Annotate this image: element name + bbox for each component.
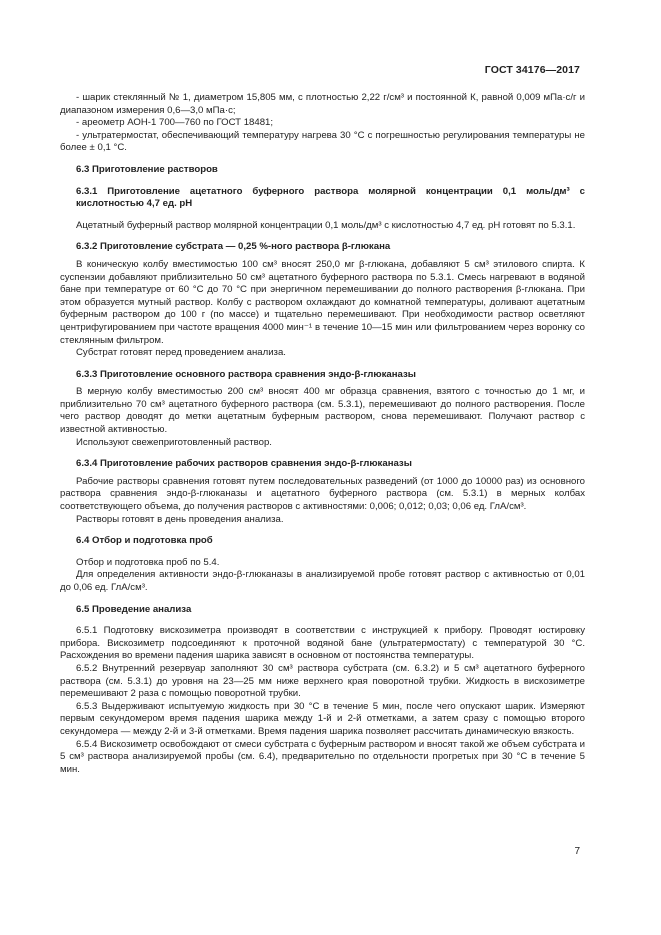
list-item: - ареометр АОН-1 700—760 по ГОСТ 18481; xyxy=(76,117,274,129)
paragraph: В мерную колбу вместимостью 200 см³ вносят 400 мг образца сравнения, взятого с точностью до 1 мг, и приблизительно 70 см³ ацетатного буферного раствора (см. 5.3.1), перемешивают до полного растворения. После чего раствор доводят до метки ацетатным буферным раствором, снова перемешивают. Получают раствор с известной активностью. xyxy=(60,386,585,436)
paragraph: Отбор и подготовка проб по 5.4. xyxy=(76,556,220,568)
section-title-6-4: 6.4 Отбор и подготовка проб xyxy=(76,535,213,547)
paragraph: Для определения активности эндо-β-глюканазы в анализируемой пробе готовят раствор с активностью от 0,01 до 0,06 ед. ГлА/см³. xyxy=(60,569,585,593)
section-title-6-3-4: 6.3.4 Приготовление рабочих растворов сравнения эндо-β-глюканазы xyxy=(76,458,412,470)
paragraph: В коническую колбу вместимостью 100 см³ вносят 250,0 мг β-глюкана, добавляют 5 см³ этилового спирта. К суспензии добавляют приблизительно 50 см³ ацетатного буферного раствора по 5.3.1. Смесь нагревают в водяной бане при температуре от 60 °С до 70 °С при энергичном перемешивании до полного растворения β-глюкана. При этом образуется мутный раствор. Колбу с раствором охлаждают до комнатной температуры, доливают ацетатным буферным раствором до 100 г (по массе) и тщательно перемешивают. При необходимости раствор осветляют центрифугированием при частоте вращения 4000 мин⁻¹ в течение 10—15 мин или фильтрованием через воронку со стеклянным фильтром. xyxy=(60,258,585,346)
section-title-6-3-2: 6.3.2 Приготовление субстрата — 0,25 %-ного раствора β-глюкана xyxy=(76,241,391,253)
section-title-6-5: 6.5 Проведение анализа xyxy=(76,603,192,615)
paragraph: Используют свежеприготовленный раствор. xyxy=(76,436,272,448)
paragraph: Растворы готовят в день проведения анализа. xyxy=(76,513,284,525)
page-number: 7 xyxy=(574,846,580,857)
paragraph: Рабочие растворы сравнения готовят путем последовательных разведений (от 1000 до 10000 раз) из основного раствора сравнения эндо-β-глюканазы и ацетатного буферного раствора (см. 5.3.1) в мерных колбах соответствующего объема, до получения растворов с активностями: 0,006; 0,012; 0,03; 0,06 ед. ГлА/см³. xyxy=(60,475,585,513)
document-code: ГОСТ 34176—2017 xyxy=(484,64,580,76)
paragraph: 6.5.2 Внутренний резервуар заполняют 30 см³ раствора субстрата (см. 6.3.2) и 5 см³ ацетатного буферного раствора (см. 5.3.1) до уровня на 23—25 мм ниже верхнего края поворотной трубки. Жидкость в вискозиметре перемешивают 2 раза с помощью поворотной трубки. xyxy=(60,662,585,700)
list-item: - шарик стеклянный № 1, диаметром 15,805 мм, с плотностью 2,22 г/см³ и постоянной К, равной 0,009 мПа·с/г и диапазоном измерения 0,6—3,0 мПа·с; xyxy=(60,92,585,116)
section-title-6-3-3: 6.3.3 Приготовление основного раствора сравнения эндо-β-глюканазы xyxy=(76,368,416,380)
paragraph: 6.5.3 Выдерживают испытуемую жидкость при 30 °С в течение 5 мин, после чего опускают шарик. Измеряют первым секундомером время падения шарика между 1-й и 2-й отметками, а затем сразу с помощью второго секундомера — между 2-й и 3-й отметками. Время падения шарика позволяет рассчитать динамическую вязкость. xyxy=(60,700,585,737)
paragraph: 6.5.1 Подготовку вискозиметра производят в соответствии с инструкцией к прибору. Проводят юстировку прибора. Вискозиметр подсоединяют к проточной водяной бане (ультратермостату) с температурой 30 °С. Расхождения во времени падения шарика зависят в основном от постоянства температуры. xyxy=(60,625,585,662)
paragraph: 6.5.4 Вискозиметр освобождают от смеси субстрата с буферным раствором и вносят такой же объем субстрата и 5 см³ раствора анализируемой пробы (см. 6.4), предварительно по отдельности прогретых при 30 °С в течение 5 мин. xyxy=(60,738,585,775)
section-title-6-3: 6.3 Приготовление растворов xyxy=(76,163,218,175)
list-item: - ультратермостат, обеспечивающий температуру нагрева 30 °С с погрешностью регулирования температуры не более ± 0,1 °С. xyxy=(60,129,585,154)
paragraph: Субстрат готовят перед проведением анализа. xyxy=(76,347,286,359)
document-body xyxy=(60,92,585,776)
paragraph: Ацетатный буферный раствор молярной концентрации 0,1 моль/дм³ с кислотностью 4,7 ед. рН готовят по 5.3.1. xyxy=(76,219,576,231)
section-title-6-3-1: 6.3.1 Приготовление ацетатного буферного раствора молярной концентрации 0,1 моль/дм³ с кислотностью 4,7 ед. рН xyxy=(76,185,585,210)
